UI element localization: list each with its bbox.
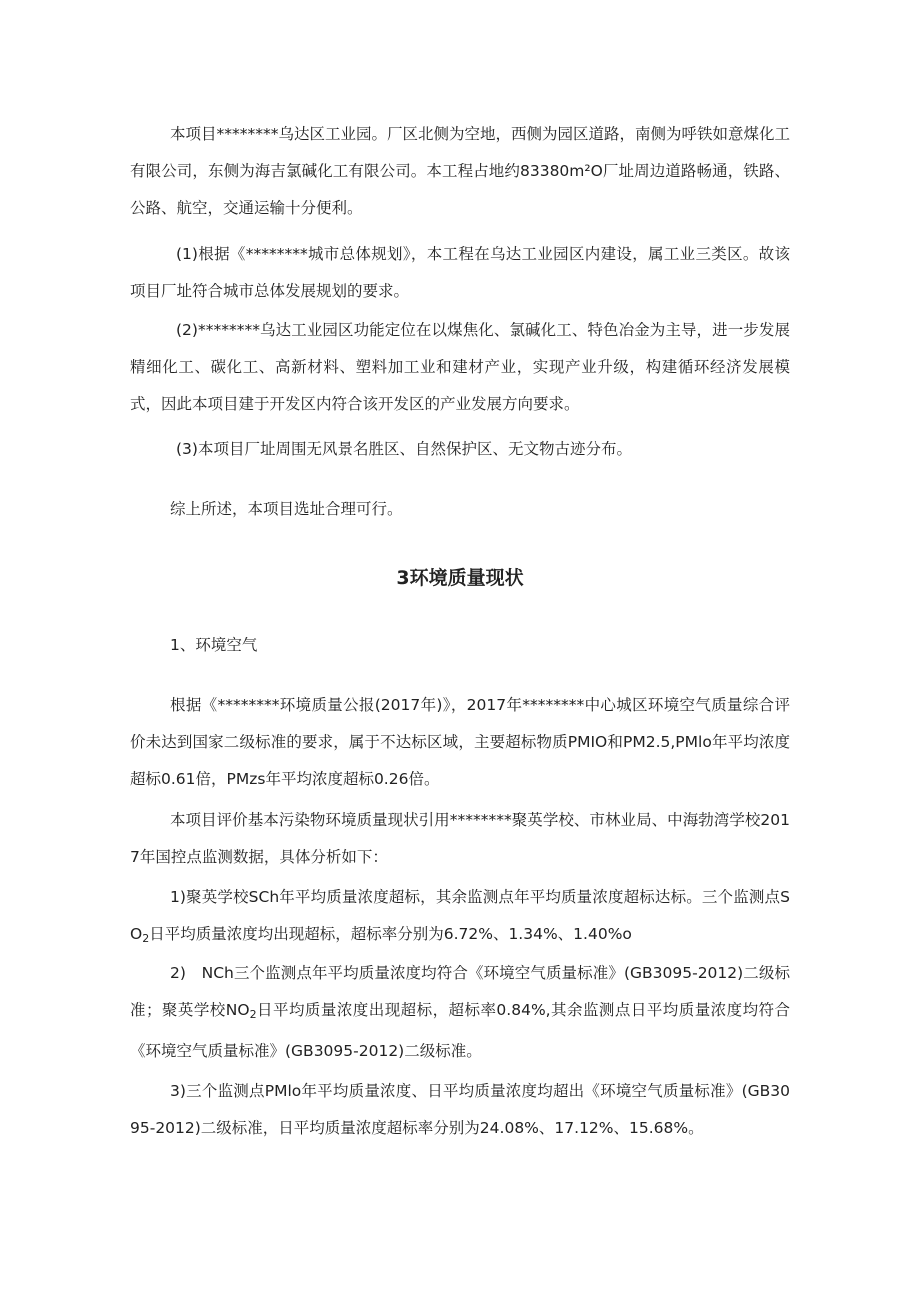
paragraph-so2-result [130, 879, 790, 957]
paragraph-monitoring-data: 本项目评价基本污染物环境质量现状引用********聚英学校、市林业局、中海勃湾学校2017年国控点监测数据，具体分析如下： [130, 811, 790, 866]
subsection-heading: 1、环境空气 [170, 636, 258, 654]
paragraph-industrial-park: (2)********乌达工业园区功能定位在以煤焦化、氯碱化工、特色冶金为主导，进一步发展精细化工、碳化工、高新材料、塑料加工业和建材产业，实现产业升级，构建循环经济发展模式，因此本项目建于开发区内符合该开发区的产业发展方向要求。 [130, 321, 790, 413]
section-heading: 3环境质量现状 [396, 567, 524, 589]
paragraph-surroundings: (3)本项目厂址周围无风景名胜区、自然保护区、无文物古迹分布。 [176, 440, 632, 458]
paragraph-air-quality-bulletin: 根据《********环境质量公报(2017年)》，2017年********中心城区环境空气质量综合评价未达到国家二级标准的要求，属于不达标区域，主要超标物质PMIO和PM2.5,PMlo年平均浓度超标0.61倍，PMzs年平均浓度超标0.26倍。 [130, 696, 790, 788]
so2-text-b: 日平均质量浓度均出现超标，超标率分别为6.72%、1.34%、1.40%o [149, 925, 632, 943]
no2-text-a: 2) NCh三个监测点年平均质量浓度均符合《环境空气质量标准》(GB3095-2012)二级标准；聚英学校NO [130, 964, 790, 1019]
paragraph-no2-result [130, 955, 790, 1070]
paragraph-site-location: 本项目********乌达区工业园。厂区北侧为空地，西侧为园区道路，南侧为呼铁如意煤化工有限公司，东侧为海吉氯碱化工有限公司。本工程占地约83380m²O厂址周边道路畅通，铁路、公路、航空，交通运输十分便利。 [130, 125, 791, 217]
paragraph-planning-compliance: (1)根据《********城市总体规划》，本工程在乌达工业园区内建设，属工业三类区。故该项目厂址符合城市总体发展规划的要求。 [130, 245, 790, 300]
no2-subscript: 2 [249, 1008, 257, 1021]
so2-text-a: 1)聚英学校SCh年平均质量浓度超标，其余监测点年平均质量浓度超标达标。三个监测点SO [130, 888, 790, 943]
paragraph-conclusion: 综上所述，本项目选址合理可行。 [170, 500, 403, 518]
no2-text-b: 日平均质量浓度出现超标，超标率0.84%,其余监测点日平均质量浓度均符合《环境空气质量标准》(GB3095-2012)二级标准。 [130, 1001, 791, 1060]
so2-subscript: 2 [142, 932, 150, 945]
paragraph-pm10-result: 3)三个监测点PMlo年平均质量浓度、日平均质量浓度均超出《环境空气质量标准》(GB3095-2012)二级标准，日平均质量浓度超标率分别为24.08%、17.12%、15.68%。 [130, 1082, 790, 1137]
